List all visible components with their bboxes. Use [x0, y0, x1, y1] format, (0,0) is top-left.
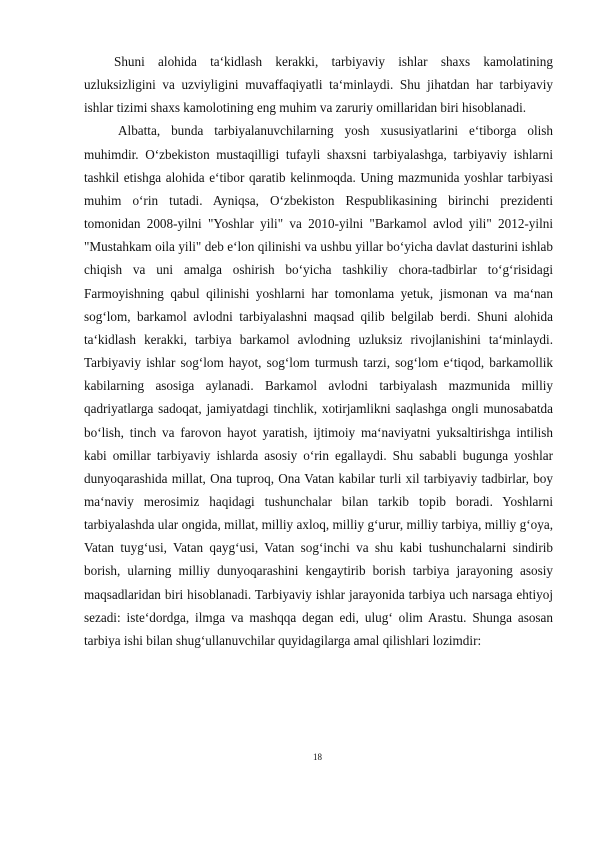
paragraph-1: Shuni alohida ta‘kidlash kerakki, tarbiyaviy ishlar shaxs kamolatining uzluksizligini va uzviyligini muvaffaqiyatli ta‘minlaydi. Shu jihatdan har tarbiyaviy ishlar tizimi shaxs kamolotining eng muhim va zaruriy omillaridan biri hisoblanadi.	[84, 54, 553, 116]
page-number: 18	[313, 752, 322, 762]
paragraph-2: Albatta, bunda tarbiyalanuvchilarning yosh xususiyatlarini e‘tiborga olish muhimdir. O‘zbekiston mustaqilligi tufayli shaxsni tarbiyalashga, tarbiyaviy ishlarni tashkil etishga alohida e‘tibor qaratib kelinmoqda. Uning mazmunida yoshlar tarbiyasi muhim o‘rin tutadi. Ayniqsa, O‘zbekiston Respublikasining birinchi prezidenti tomonidan 2008-yilni "Yoshlar yili" va 2010-yilni "Barkamol avlod yili" 2012-yilni "Mustahkam oila yili" deb e‘lon qilinishi va ushbu yillar bo‘yicha davlat dasturini ishlab chiqish va uni amalga oshirish bo‘yicha tashkiliy chora-tadbirlar to‘g‘risidagi Farmoyishning qabul qilinishi yoshlarni har tomonlama yetuk, jismonan va ma‘nan sog‘lom, barkamol avlodni tarbiyalashni maqsad qilib belgilab berdi. Shuni alohida ta‘kidlash kerakki, tarbiya barkamol avlodning uzluksiz rivojlanishini ta‘minlaydi. Tarbiyaviy ishlar sog‘lom hayot, sog‘lom turmush tarzi, sog‘lom e‘tiqod, barkamollik kabilarning asosiga aylanadi. Barkamol avlodni tarbiyalash mazmunida milliy qadriyatlarga sadoqat, jamiyatdagi tinchlik, xotirjamlikni saqlashga ongli munosabatda bo‘lish, tinch va farovon hayot yaratish, ijtimoiy ma‘naviyatni yuksaltirishga intilish kabi omillar tarbiyaviy ishlarda asosiy o‘rin egallaydi. Shu sababli bugunga yoshlar dunyoqarashida millat, Ona tuproq, Ona Vatan kabilar turli xil tarbiyaviy tadbirlar, boy ma‘naviy merosimiz haqidagi tushunchalar bilan tarkib topib boradi. Yoshlarni tarbiyalashda ular ongida, millat, milliy axloq, milliy g‘urur, milliy tarbiya, milliy g‘oya, Vatan tuyg‘usi, Vatan qayg‘usi, Vatan sog‘inchi va shu kabi tushunchalarni sindirib borish, ularning milliy dunyoqarashini kengaytirib borish tarbiya jarayoning asosiy maqsadlaridan biri hisoblanadi. Tarbiyaviy ishlar jarayonida tarbiya uch narsaga ehtiyoj sezadi: iste‘dordga, ilmga va mashqqa degan edi, ulug‘ olim Arastu. Shunga asosan tarbiya ishi bilan shug‘ullanuvchilar quyidagilarga amal qilishlari lozimdir:	[84, 123, 553, 648]
body-text	[84, 50, 553, 652]
